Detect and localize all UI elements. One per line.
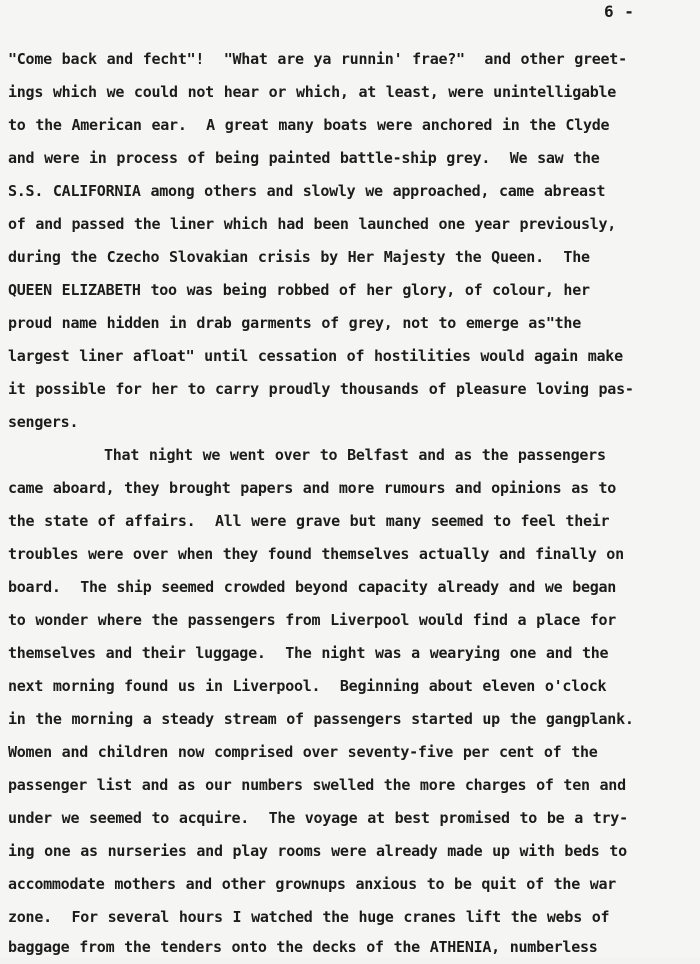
- text-line: sengers.: [8, 413, 79, 431]
- text-line: the state of affairs. All were grave but many seemed to feel their: [8, 512, 610, 530]
- text-line: Women and children now comprised over seventy-five per cent of the: [8, 743, 598, 761]
- text-line: it possible for her to carry proudly thousands of pleasure loving pas-: [8, 380, 634, 398]
- text-line: during the Czecho Slovakian crisis by Her Majesty the Queen. The: [8, 248, 590, 266]
- text-line: and were in process of being painted battle-ship grey. We saw the: [8, 149, 600, 167]
- text-line: to the American ear. A great many boats were anchored in the Clyde: [8, 116, 610, 134]
- text-line: accommodate mothers and other grownups anxious to be quit of the war: [8, 875, 617, 893]
- text-line: baggage from the tenders onto the decks of the ATHENIA, numberless: [8, 938, 598, 956]
- text-line: next morning found us in Liverpool. Beginning about eleven o'clock: [8, 677, 607, 695]
- text-line: S.S. CALIFORNIA among others and slowly we approached, came abreast: [8, 182, 606, 200]
- text-line: QUEEN ELIZABETH too was being robbed of her glory, of colour, her: [8, 281, 590, 299]
- text-line: proud name hidden in drab garments of grey, not to emerge as"the: [8, 314, 581, 332]
- text-line: troubles were over when they found themselves actually and finally on: [8, 545, 624, 563]
- text-line: to wonder where the passengers from Liverpool would find a place for: [8, 611, 617, 629]
- text-line: ing one as nurseries and play rooms were already made up with beds to: [8, 842, 627, 860]
- text-line: largest liner afloat" until cessation of hostilities would again make: [8, 347, 623, 365]
- text-line: ings which we could not hear or which, at least, were unintelligable: [8, 83, 617, 101]
- text-line: under we seemed to acquire. The voyage at best promised to be a try-: [8, 809, 628, 827]
- text-line: of and passed the liner which had been launched one year previously,: [8, 215, 617, 233]
- text-line: came aboard, they brought papers and more rumours and opinions as to: [8, 479, 617, 497]
- text-line: themselves and their luggage. The night was a wearying one and the: [8, 644, 609, 662]
- text-line: board. The ship seemed crowded beyond capacity already and we began: [8, 578, 617, 596]
- text-line: "Come back and fecht"! "What are ya runnin' frae?" and other greet-: [8, 50, 627, 68]
- text-line: in the morning a steady stream of passengers started up the gangplank.: [8, 710, 634, 728]
- text-line: passenger list and as our numbers swelled the more charges of ten and: [8, 776, 626, 794]
- text-line: zone. For several hours I watched the huge cranes lift the webs of: [8, 908, 610, 926]
- paragraph-first-line: That night we went over to Belfast and as the passengers: [104, 446, 606, 464]
- page-number: 6 -: [604, 2, 635, 21]
